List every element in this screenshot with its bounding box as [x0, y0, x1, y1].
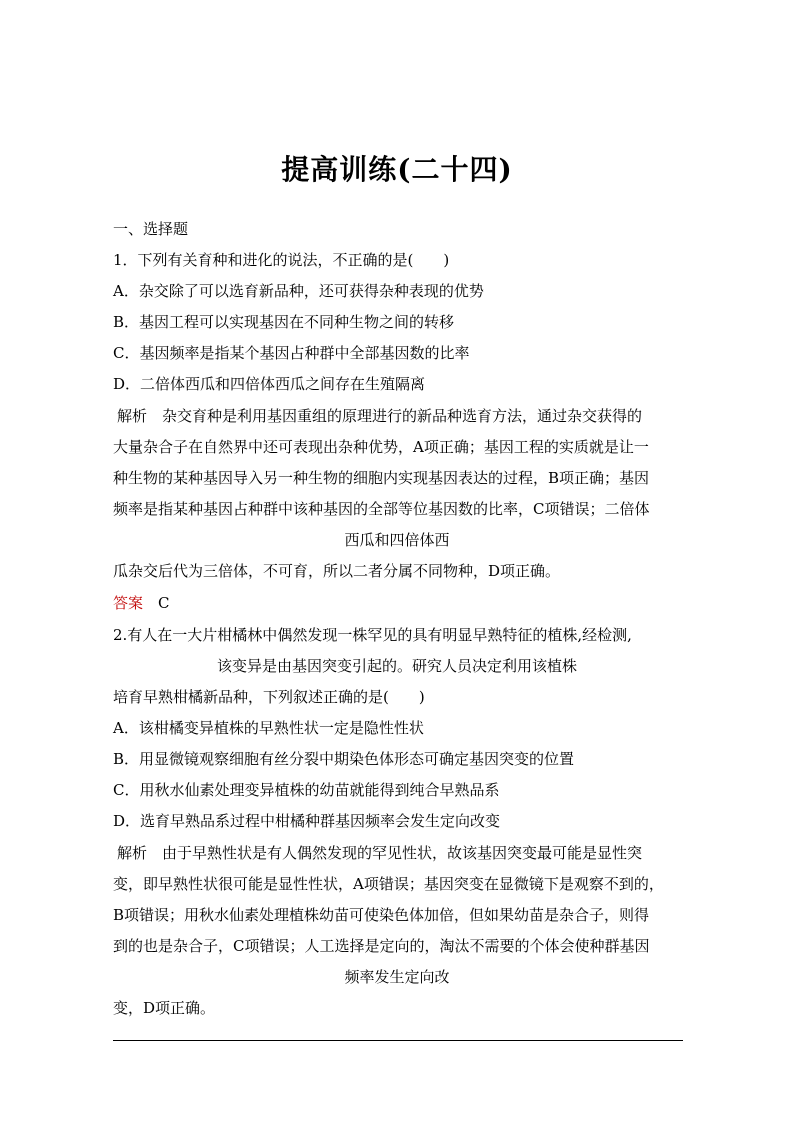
q2-option-a: A．该柑橘变异植株的早熟性状一定是隐性性状: [113, 719, 424, 737]
q2-analysis-line: 频率发生定向改: [344, 968, 450, 986]
q2-option-b: B．用显微镜观察细胞有丝分裂中期染色体形态可确定基因突变的位置: [113, 750, 575, 768]
answer-label: 答案: [113, 594, 144, 612]
q1-analysis-line: 频率是指某种基因占种群中该种基因的全部等位基因数的比率，C项错误；二倍体: [113, 500, 650, 518]
q2-analysis-line: 变，即早熟性状很可能是显性性状，A项错误；基因突变在显微镜下是观察不到的，: [113, 875, 664, 893]
q1-answer: [113, 593, 683, 613]
q2-analysis-line: 变，D项正确。: [113, 999, 216, 1017]
q1-option-d: D．二倍体西瓜和四倍体西瓜之间存在生殖隔离: [113, 375, 426, 393]
q2-stem-line: 培育早熟柑橘新品种，下列叙述正确的是( ): [113, 688, 425, 706]
q2-analysis-line: 解析 由于早熟性状是有人偶然发现的罕见性状，故该基因突变最可能是显性突: [117, 844, 643, 862]
q2-stem-line: 该变异是由基因突变引起的。研究人员决定利用该植株: [216, 657, 577, 675]
page-title: 提高训练(二十四): [281, 153, 513, 186]
q1-analysis-line: 西瓜和四倍体西: [344, 531, 450, 549]
q2-analysis-line: 到的也是杂合子，C项错误；人工选择是定向的，淘汰不需要的个体会使种群基因: [113, 937, 650, 955]
section-heading: 一、选择题: [113, 220, 189, 238]
q1-option-c: C．基因频率是指某个基因占种群中全部基因数的比率: [113, 344, 470, 362]
q1-analysis-line: 瓜杂交后代为三倍体，不可育，所以二者分属不同物种，D项正确。: [113, 562, 561, 580]
q2-stem-line: 2.有人在一大片柑橘林中偶然发现一株罕见的具有明显早熟特征的植株,经检测,: [113, 626, 632, 644]
q1-option-a: A．杂交除了可以选育新品种，还可获得杂种表现的优势: [113, 282, 484, 300]
q2-analysis-line: B项错误；用秋水仙素处理植株幼苗可使染色体加倍，但如果幼苗是杂合子，则得: [113, 906, 650, 924]
q1-option-b: B．基因工程可以实现基因在不同种生物之间的转移: [113, 313, 455, 331]
q1-analysis-line: 解析 杂交育种是利用基因重组的原理进行的新品种选育方法，通过杂交获得的: [117, 407, 643, 425]
q2-option-c: C．用秋水仙素处理变异植株的幼苗就能得到纯合早熟品系: [113, 781, 500, 799]
q1-stem: 1．下列有关育种和进化的说法，不正确的是( ): [113, 251, 450, 269]
bottom-divider: [113, 1040, 683, 1041]
q1-analysis-line: 大量杂合子在自然界中还可表现出杂种优势，A项正确；基因工程的实质就是让一: [113, 438, 649, 456]
answer-value: C: [158, 594, 170, 612]
q2-option-d: D．选育早熟品系过程中柑橘种群基因频率会发生定向改变: [113, 812, 501, 830]
q1-analysis-line: 种生物的某种基因导入另一种生物的细胞内实现基因表达的过程，B项正确；基因: [113, 469, 650, 487]
